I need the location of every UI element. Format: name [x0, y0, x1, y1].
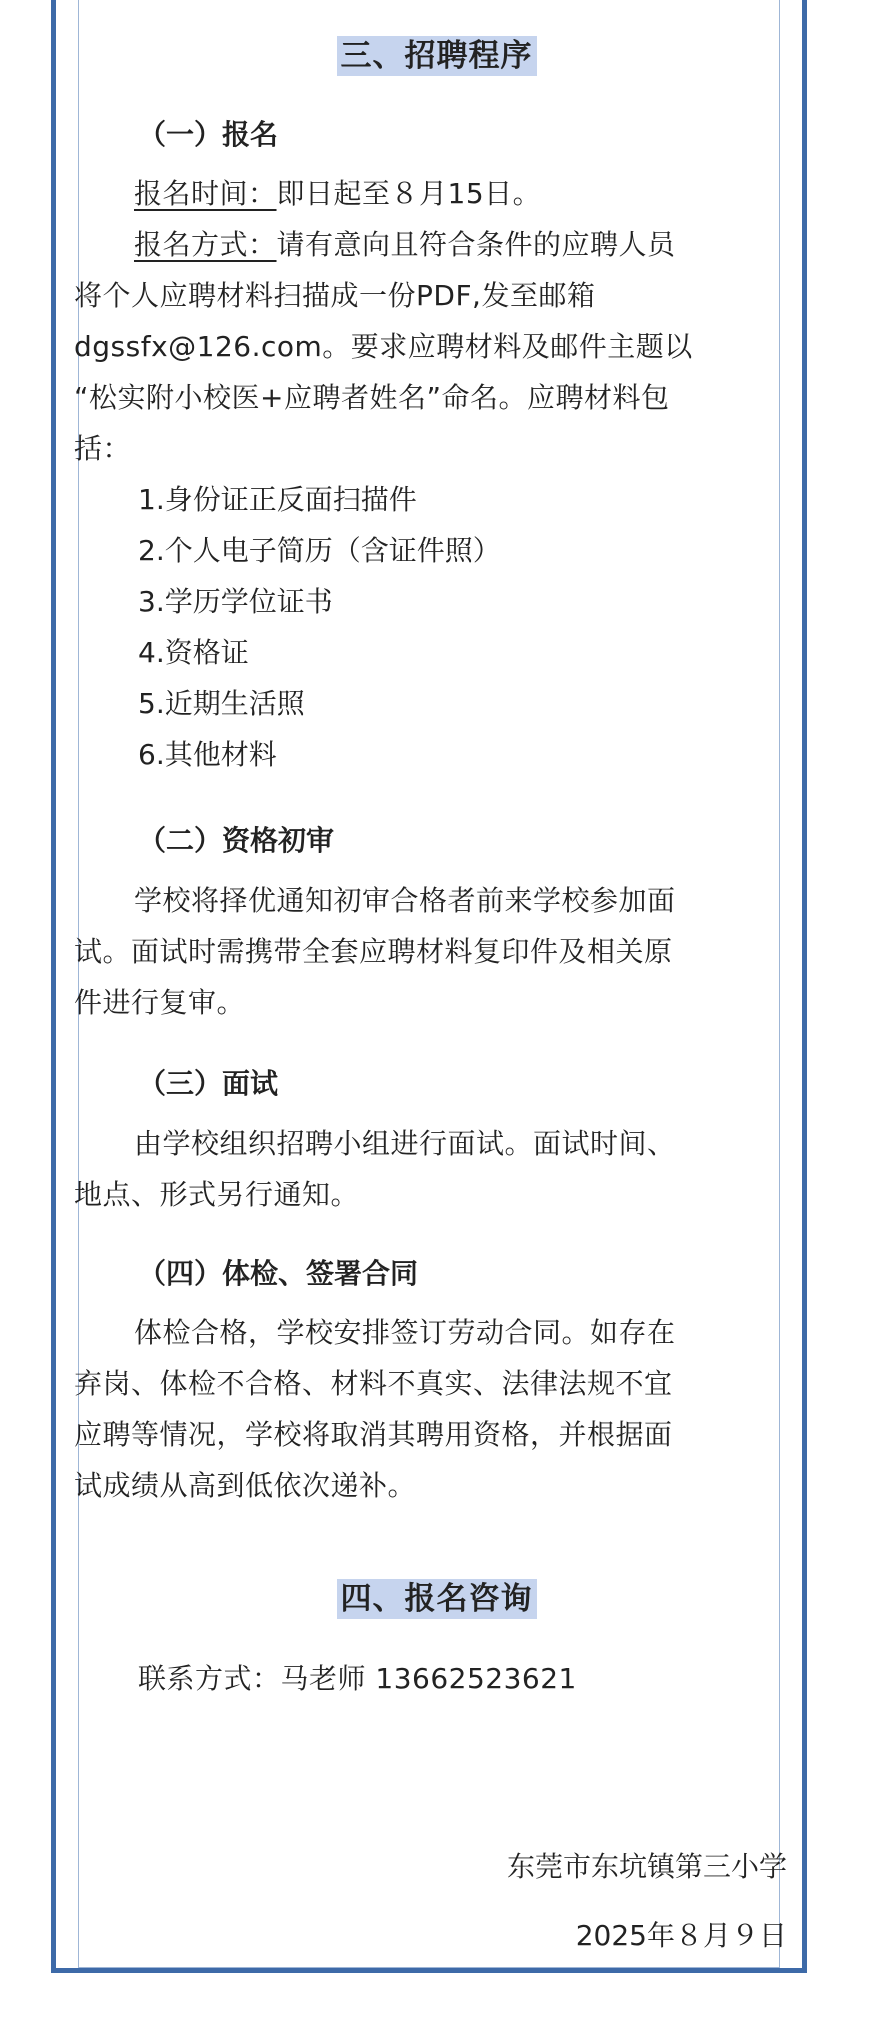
subheading-signup: （一）报名	[138, 118, 279, 151]
issuing-organization: 东莞市东坑镇第三小学	[506, 1850, 787, 1883]
issue-date: 2025年８月９日	[575, 1919, 787, 1952]
list-item: 6.其他材料	[138, 738, 277, 771]
paragraph-line: 地点、形式另行通知。	[74, 1178, 360, 1211]
contact-info: 联系方式：马老师 13662523621	[138, 1662, 577, 1695]
signup-time-value: 即日起至８月15日。	[276, 177, 542, 210]
subheading-review: （二）资格初审	[138, 824, 335, 857]
list-item: 1.身份证正反面扫描件	[138, 483, 417, 516]
signup-method-line: “松实附小校医+应聘者姓名”命名。应聘材料包	[74, 381, 670, 414]
list-item: 5.近期生活照	[138, 687, 305, 720]
signup-details	[74, 168, 799, 474]
paragraph-line: 由学校组织招聘小组进行面试。面试时间、	[134, 1127, 676, 1160]
subheading-contract: （四）体检、签署合同	[138, 1257, 419, 1290]
paragraph-line: 试。面试时需携带全套应聘材料复印件及相关原	[74, 935, 673, 968]
signup-method-line: 括：	[74, 432, 132, 465]
paragraph-line: 学校将择优通知初审合格者前来学校参加面	[134, 884, 676, 917]
paragraph-line: 试成绩从高到低依次递补。	[74, 1469, 417, 1502]
paragraph-line: 应聘等情况，学校将取消其聘用资格，并根据面	[74, 1418, 673, 1451]
materials-list	[138, 474, 501, 780]
section-title-procedure: 三、招聘程序	[0, 30, 873, 75]
list-item: 3.学历学位证书	[138, 585, 333, 618]
signup-method-line: 请有意向且符合条件的应聘人员	[276, 228, 676, 261]
signup-method-label: 报名方式：	[134, 228, 277, 261]
interview-paragraph	[74, 1118, 799, 1220]
signup-method-line: 将个人应聘材料扫描成一份PDF,发至邮箱	[74, 279, 596, 312]
list-item: 4.资格证	[138, 636, 249, 669]
paragraph-line: 弃岗、体检不合格、材料不真实、法律法规不宜	[74, 1367, 673, 1400]
list-item: 2.个人电子简历（含证件照）	[138, 534, 501, 567]
paragraph-line: 件进行复审。	[74, 986, 246, 1019]
signup-time-label: 报名时间：	[134, 177, 277, 210]
review-paragraph	[74, 875, 799, 1028]
section-title-consultation: 四、报名咨询	[0, 1573, 873, 1618]
contract-paragraph	[74, 1307, 799, 1511]
paragraph-line: 体检合格，学校安排签订劳动合同。如存在	[134, 1316, 676, 1349]
subheading-interview: （三）面试	[138, 1067, 279, 1100]
signup-email-line[interactable]: dgssfx@126.com。要求应聘材料及邮件主题以	[74, 330, 693, 363]
